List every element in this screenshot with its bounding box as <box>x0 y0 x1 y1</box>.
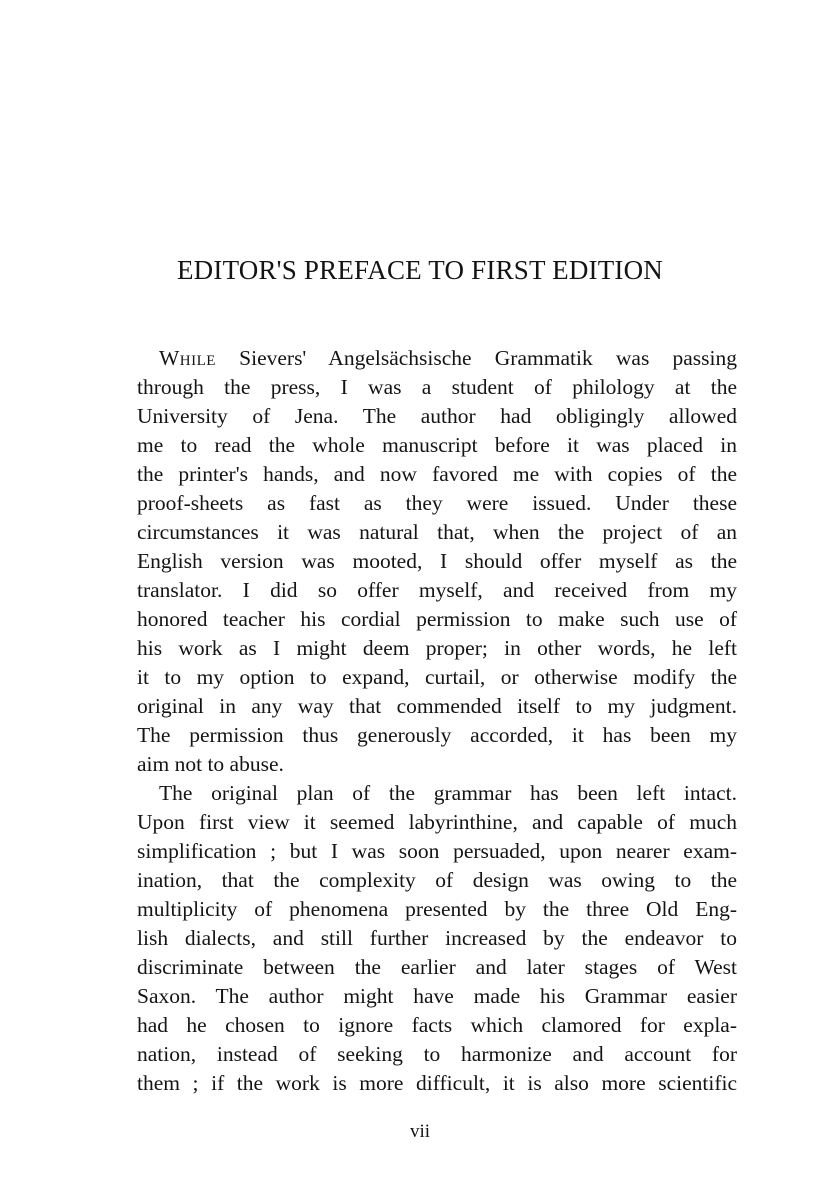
text-line: his work as I might deem proper; in other words, he left <box>137 636 737 660</box>
text-line: aim not to abuse. <box>137 752 284 776</box>
text-line: University of Jena. The author had obligingly allowed <box>137 404 737 428</box>
text-line <box>137 344 737 373</box>
text-line: The permission thus generously accorded, it has been my <box>137 723 737 747</box>
text-line: circumstances it was natural that, when the project of an <box>137 520 737 544</box>
text-line: honored teacher his cordial permission to make such use of <box>137 607 737 631</box>
text-line: simplification ; but I was soon persuaded, upon nearer exam- <box>137 839 737 863</box>
text-line: Upon first view it seemed labyrinthine, and capable of much <box>137 810 737 834</box>
paragraph-2 <box>137 779 737 1098</box>
text-line: discriminate between the earlier and later stages of West <box>137 955 737 979</box>
text-line: nation, instead of seeking to harmonize and account for <box>137 1042 737 1066</box>
text-line: proof-sheets as fast as they were issued. Under these <box>137 491 737 515</box>
text-line: it to my option to expand, curtail, or otherwise modify the <box>137 665 737 689</box>
text-line: translator. I did so offer myself, and received from my <box>137 578 737 602</box>
text-line: ination, that the complexity of design was owing to the <box>137 868 737 892</box>
opening-word: While <box>159 346 216 370</box>
text-line: through the press, I was a student of philology at the <box>137 375 737 399</box>
text-line: me to read the whole manuscript before it was placed in <box>137 433 737 457</box>
text-line: the printer's hands, and now favored me with copies of the <box>137 462 737 486</box>
text-line: English version was mooted, I should offer myself as the <box>137 549 737 573</box>
text-line: had he chosen to ignore facts which clamored for expla- <box>137 1013 737 1037</box>
text-line: multiplicity of phenomena presented by the three Old Eng- <box>137 897 737 921</box>
text-line-content: Sievers' Angelsächsische Grammatik was passing <box>215 346 737 370</box>
text-line: lish dialects, and still further increased by the endeavor to <box>137 926 737 950</box>
page-number: vii <box>409 1121 431 1142</box>
text-line: them ; if the work is more difficult, it is also more scientific <box>137 1071 737 1095</box>
paragraph-1 <box>137 344 737 779</box>
text-line: original in any way that commended itself to my judgment. <box>137 694 737 718</box>
text-line: The original plan of the grammar has been left intact. <box>159 781 737 805</box>
preface-body <box>137 344 737 1098</box>
text-line: Saxon. The author might have made his Grammar easier <box>137 984 737 1008</box>
page-title: EDITOR'S PREFACE TO FIRST EDITION <box>176 255 664 285</box>
